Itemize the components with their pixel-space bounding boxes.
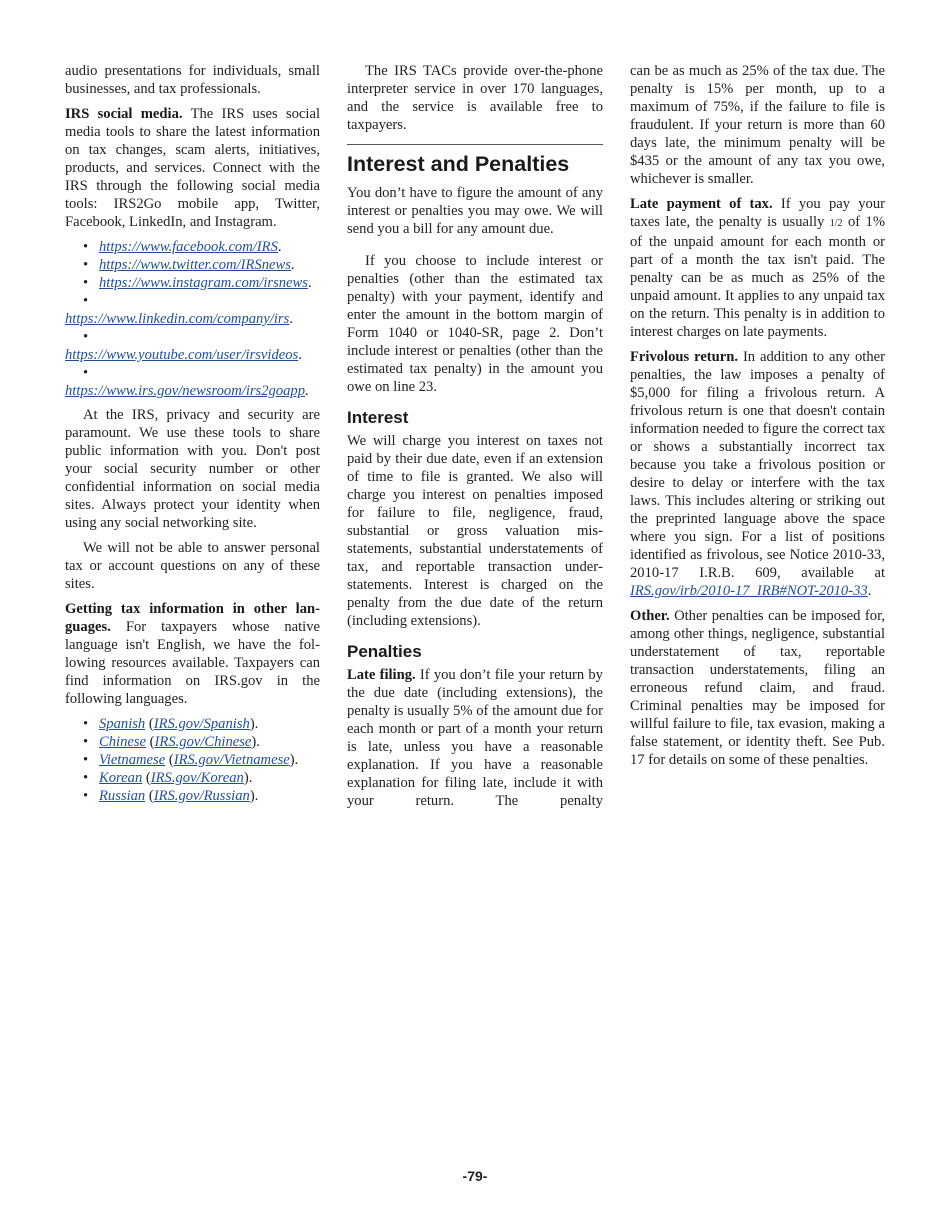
late-payment-heading: Late payment of tax. [630, 196, 773, 212]
other-penalties-text: Other penalties can be imposed for, among other things, negligence, substantial understatement of tax, reportable transaction understatements, filing an erroneous refund claim, and fraud. Criminal penalties may be imposed for willful failure to file, tax evasion, making a false statement, or identity theft. See Pub. 17 for details on some of these penalties. [630, 608, 885, 768]
other-languages-paragraph [65, 600, 320, 708]
other-languages-text: For taxpayers whose native language isn't English, we have the following resources available. Taxpayers can find information on IRS.gov in the following languages. [65, 619, 320, 707]
language-name-link[interactable]: Chinese [99, 734, 147, 750]
instagram-link[interactable]: https://www.instagram.com/irsnews [99, 275, 308, 291]
other-languages-heading: Getting tax information in other languages. [65, 601, 320, 635]
late-payment-text: If you pay your taxes late, the penalty is usually [630, 196, 885, 230]
late-payment-text-cont: of 1% of the unpaid amount for each month or part of a month the tax isn't paid. The penalty can be as much as 25% of the unpaid amount. It applies to any unpaid tax on the return. This penalty is in addition to interest charges on late payments. [630, 214, 885, 340]
no-answer-paragraph: We will not be able to answer personal tax or account questions on any of these sites. [65, 540, 320, 592]
tacs-paragraph: The IRS TACs provide over-the-phone interpreter service in over 170 languages, and the service is available free to taxpayers. [347, 63, 603, 133]
language-item: • Russian (IRS.gov/Russian). [83, 787, 320, 805]
late-filing-continued-paragraph: can be as much as 25% of the tax due. The penalty is 15% per month, up to a maximum of 75%, if the failure to file is fraudulent. If your return is more than 60 days late, the minimum penalty will be $435 or the amount of any tax you owe, whichever is smaller. [630, 63, 885, 187]
privacy-paragraph: At the IRS, privacy and security are paramount. We use these tools to share public information with you. Don't post your social security number or other confidential information on social media sites. Always protect your identity when using any social networking site. [65, 407, 320, 531]
one-half-fraction: 1/2 [829, 218, 843, 229]
language-url-link[interactable]: IRS.gov/Spanish [153, 716, 250, 732]
interest-heading: Interest [347, 408, 409, 427]
linkedin-link[interactable]: https://www.linkedin.com/company/irs [65, 311, 290, 327]
language-item: • Vietnamese (IRS.gov/Vietnamese). [83, 751, 320, 769]
column-right [630, 62, 885, 776]
no-figure-paragraph: You don’t have to figure the amount of any interest or penalties you may owe. We will send you a bill for any amount due. [347, 185, 603, 237]
social-link-item: • https://www.youtube.com/user/irsvideos. [65, 328, 320, 364]
section-divider [347, 144, 603, 145]
include-interest-paragraph: If you choose to include interest or penalties (other than the estimated tax penalty) with your payment, identify and enter the amount in the bottom margin of Form 1040 or 1040-SR, page 2. Don’t include interest or penalties (other than the estimated tax penalty) in the amount you owe on line 23. [347, 253, 603, 395]
late-filing-text: If you don’t file your return by the due date (including extensions), the penalty is usually 5% of the amount due for each month or part of a month your return is late, unless you have a reasonable explanation. If you have a reasonable explanation for filing late, include it with your return. The penalty [347, 667, 603, 809]
language-name-link[interactable]: Russian [99, 788, 146, 804]
language-url-link[interactable]: IRS.gov/Russian [153, 788, 250, 804]
notice-2010-33-link[interactable]: IRS.gov/irb/2010-17_IRB#NOT-2010-33 [630, 583, 868, 599]
penalties-heading: Penalties [347, 642, 422, 661]
column-middle [347, 62, 603, 817]
facebook-link[interactable]: https://www.facebook.com/IRS [99, 239, 278, 255]
available-at-text: available at [801, 565, 885, 581]
intro-paragraph: audio presentations for individuals, small businesses, and tax professionals. [65, 63, 320, 97]
language-url-link[interactable]: IRS.gov/Vietnamese [173, 752, 290, 768]
twitter-link[interactable]: https://www.twitter.com/IRSnews [99, 257, 291, 273]
social-link-item: • https://www.irs.gov/newsroom/irs2goapp. [65, 364, 320, 400]
frivolous-return-heading: Frivolous return. [630, 349, 739, 365]
late-payment-paragraph [630, 195, 885, 341]
language-item: • Spanish (IRS.gov/Spanish). [83, 715, 320, 733]
other-penalties-paragraph [630, 607, 885, 769]
interest-paragraph: We will charge you interest on taxes not paid by their due date, even if an extension of time to file is granted. We also will charge you interest on penalties imposed for failure to file, negligence, fraud, substantial or gross valuation misstatements, substantial understatements of tax, and reportable transaction understatements. Interest is charged on the penalty from the due date of the return (including extensions). [347, 433, 603, 629]
social-links-list [65, 238, 320, 400]
column-left [65, 62, 320, 805]
other-penalties-heading: Other. [630, 608, 670, 624]
social-link-item: • https://www.instagram.com/irsnews. [65, 274, 320, 292]
late-filing-heading: Late filing. [347, 667, 416, 683]
language-name-link[interactable]: Korean [99, 770, 143, 786]
social-media-heading: IRS social media. [65, 106, 183, 122]
social-link-item: • https://www.twitter.com/IRSnews. [65, 256, 320, 274]
languages-list [65, 715, 320, 805]
social-link-item: • https://www.facebook.com/IRS. [65, 238, 320, 256]
frivolous-return-text: In addition to any other penalties, the law imposes a penalty of $5,000 for filing a frivolous return. A frivolous return is one that doesn't contain information needed to figure the correct tax or shows a substantially incorrect tax because you take a frivolous position or desire to delay or interfere with the tax laws. This includes altering or striking out the preprinted language above the space where you sign. For a list of positions identified as frivolous, see Notice 2010-33, 2010-17 I.R.B. 609, [630, 349, 885, 581]
frivolous-return-paragraph: Frivolous return. In addition to any other penalties, the law imposes a penalty of $5,000 for filing a frivolous return. A frivolous return is one that doesn't contain information needed to figure the correct tax or shows a substantially incorrect tax because you take a frivolous position or desire to delay or interfere with the tax laws. This includes altering or striking out the preprinted language above the space where you sign. For a list of positions identified as frivolous, see Notice 2010-33, 2010-17 I.R.B. 609, available at IRS.gov/irb/2010-17_IRB#NOT-2010-33. [630, 349, 885, 599]
language-url-link[interactable]: IRS.gov/Korean [150, 770, 244, 786]
social-media-text: The IRS uses social media tools to share the latest information on tax changes, scam alerts, initiatives, products, and services. Connect with the IRS through the following social media tools: IRS2Go mobile app, Twitter, Facebook, LinkedIn, and Instagram. [65, 106, 320, 230]
social-link-item: • https://www.linkedin.com/company/irs. [65, 292, 320, 328]
youtube-link[interactable]: https://www.youtube.com/user/irsvideos [65, 347, 299, 363]
page-number: -79- [462, 1168, 488, 1184]
language-item: • Korean (IRS.gov/Korean). [83, 769, 320, 787]
late-filing-paragraph [347, 666, 603, 810]
language-url-link[interactable]: IRS.gov/Chinese [154, 734, 252, 750]
language-name-link[interactable]: Vietnamese [99, 752, 166, 768]
language-name-link[interactable]: Spanish [99, 716, 146, 732]
language-item: • Chinese (IRS.gov/Chinese). [83, 733, 320, 751]
irs2go-app-link[interactable]: https://www.irs.gov/newsroom/irs2goapp [65, 383, 306, 399]
interest-and-penalties-heading: Interest and Penalties [347, 152, 570, 176]
social-media-paragraph [65, 105, 320, 231]
